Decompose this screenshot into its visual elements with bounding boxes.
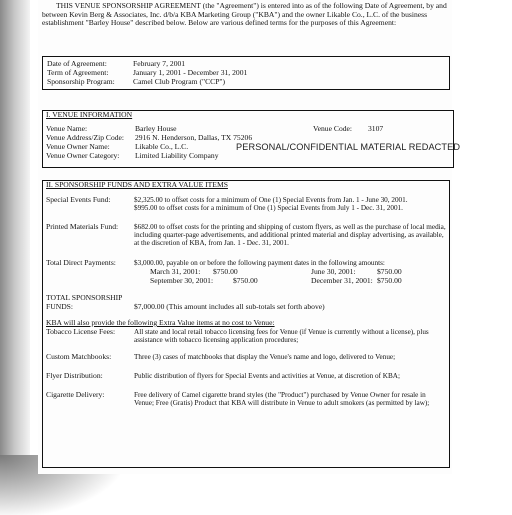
intro-paragraph: THIS VENUE SPONSORSHIP AGREEMENT (the "Agreement") is entered into as of the following Date of Agreement, by and between Kevin Berg & Associates, Inc. d/b/a KBA Marketing Group ("KBA") and the owner Likable Co., L.C. of the business establishment "Barley House" described below. Below are various defined terms for the purposes of this Agreement: <box>42 1 447 28</box>
special-events-line-1: $2,325.00 to offset costs for a minimum of One (1) Special Events from Jan. 1 - June 30, 2001. <box>134 196 408 204</box>
direct-payments-text: $3,000.00, payable on or before the following payment dates in the following amounts: <box>134 259 385 267</box>
payment-amount: $750.00 <box>213 267 238 276</box>
total-label-line-1: TOTAL SPONSORSHIP <box>46 293 123 302</box>
extra-value-heading: KBA will also provide the following Extra Value items at no cost to Venue: <box>46 318 275 327</box>
payment-date: December 31, 2001: <box>311 276 373 285</box>
special-events-text <box>134 196 446 212</box>
payment-amount: $750.00 <box>233 276 258 285</box>
payment-amount: $750.00 <box>377 276 402 285</box>
funds-heading: II. SPONSORSHIP FUNDS AND EXTRA VALUE ITEMS <box>46 180 228 189</box>
term-label: Term of Agreement: <box>47 68 109 77</box>
venue-category-value: Limited Liability Company <box>135 151 219 160</box>
redaction-stamp: PERSONAL/CONFIDENTIAL MATERIAL REDACTED <box>236 142 461 152</box>
date-label: Date of Agreement: <box>47 59 107 68</box>
flyer-label: Flyer Distribution: <box>46 371 103 380</box>
tobacco-label: Tobacco License Fees: <box>46 327 116 336</box>
venue-address-label: Venue Address/Zip Code: <box>46 133 125 142</box>
venue-category-label: Venue Owner Category: <box>46 151 120 160</box>
venue-name-value: Barley House <box>135 124 177 133</box>
venue-box <box>42 110 454 168</box>
venue-owner-label: Venue Owner Name: <box>46 142 110 151</box>
scan-shadow-left <box>0 0 30 474</box>
printed-materials-label: Printed Materials Fund: <box>46 222 119 231</box>
special-events-line-2: $995.00 to offset costs for a minimum of One (1) Special Events from July 1 - Dec. 31, 2001. <box>134 204 403 213</box>
cigarette-label: Cigarette Delivery: <box>46 390 105 399</box>
direct-payments-label: Total Direct Payments: <box>46 258 116 267</box>
matchbook-label: Custom Matchbooks: <box>46 352 112 361</box>
venue-heading: I. VENUE INFORMATION <box>46 110 133 119</box>
printed-materials-text: $682.00 to offset costs for the printing and shipping of custom flyers, as well as the purchase of local media, including quarter-page advertisements, and additional printed material and display advertising, as available, at the discretion of KBA, from Jan. 1 - Dec. 31, 2001. <box>134 223 446 248</box>
venue-code-value: 3107 <box>368 124 384 133</box>
tobacco-text: All state and local retail tobacco licensing fees for Venue (if Venue is currently without a license), plus assistance with tobacco licensing application procedures; <box>134 328 429 345</box>
total-label-line-2: FUNDS: <box>46 302 74 311</box>
funds-box <box>42 180 450 468</box>
total-text: $7,000.00 (This amount includes all sub-totals set forth above) <box>134 302 325 311</box>
dates-box <box>42 56 450 90</box>
program-value: Camel Club Program ("CCP") <box>133 77 226 86</box>
payment-date: March 31, 2001: <box>150 267 201 276</box>
payment-date: June 30, 2001: <box>311 267 356 276</box>
date-value: February 7, 2001 <box>133 59 186 68</box>
matchbook-text: Three (3) cases of matchbooks that display the Venue's name and logo, delivered to Venue; <box>134 353 396 361</box>
venue-owner-value: Likable Co., L.C. <box>135 142 189 151</box>
program-label: Sponsorship Program: <box>47 77 115 86</box>
cigarette-text: Free delivery of Camel cigarette brand styles (the "Product") purchased by Venue Owner for resale in Venue; Free (Gratis) Product that KBA will distribute in Venue to adult smokers (as permitted by law); <box>134 391 430 408</box>
venue-code-label: Venue Code: <box>313 124 353 133</box>
payment-amount: $750.00 <box>377 267 402 276</box>
term-value: January 1, 2001 - December 31, 2001 <box>133 68 248 77</box>
payment-date: September 30, 2001: <box>150 276 214 285</box>
special-events-label: Special Events Fund: <box>46 195 111 204</box>
flyer-text: Public distribution of flyers for Special Events and activities at Venue, at discretion of KBA; <box>134 372 400 380</box>
venue-name-label: Venue Name: <box>46 124 88 133</box>
venue-address-value: 2916 N. Henderson, Dallas, TX 75206 <box>135 133 253 142</box>
